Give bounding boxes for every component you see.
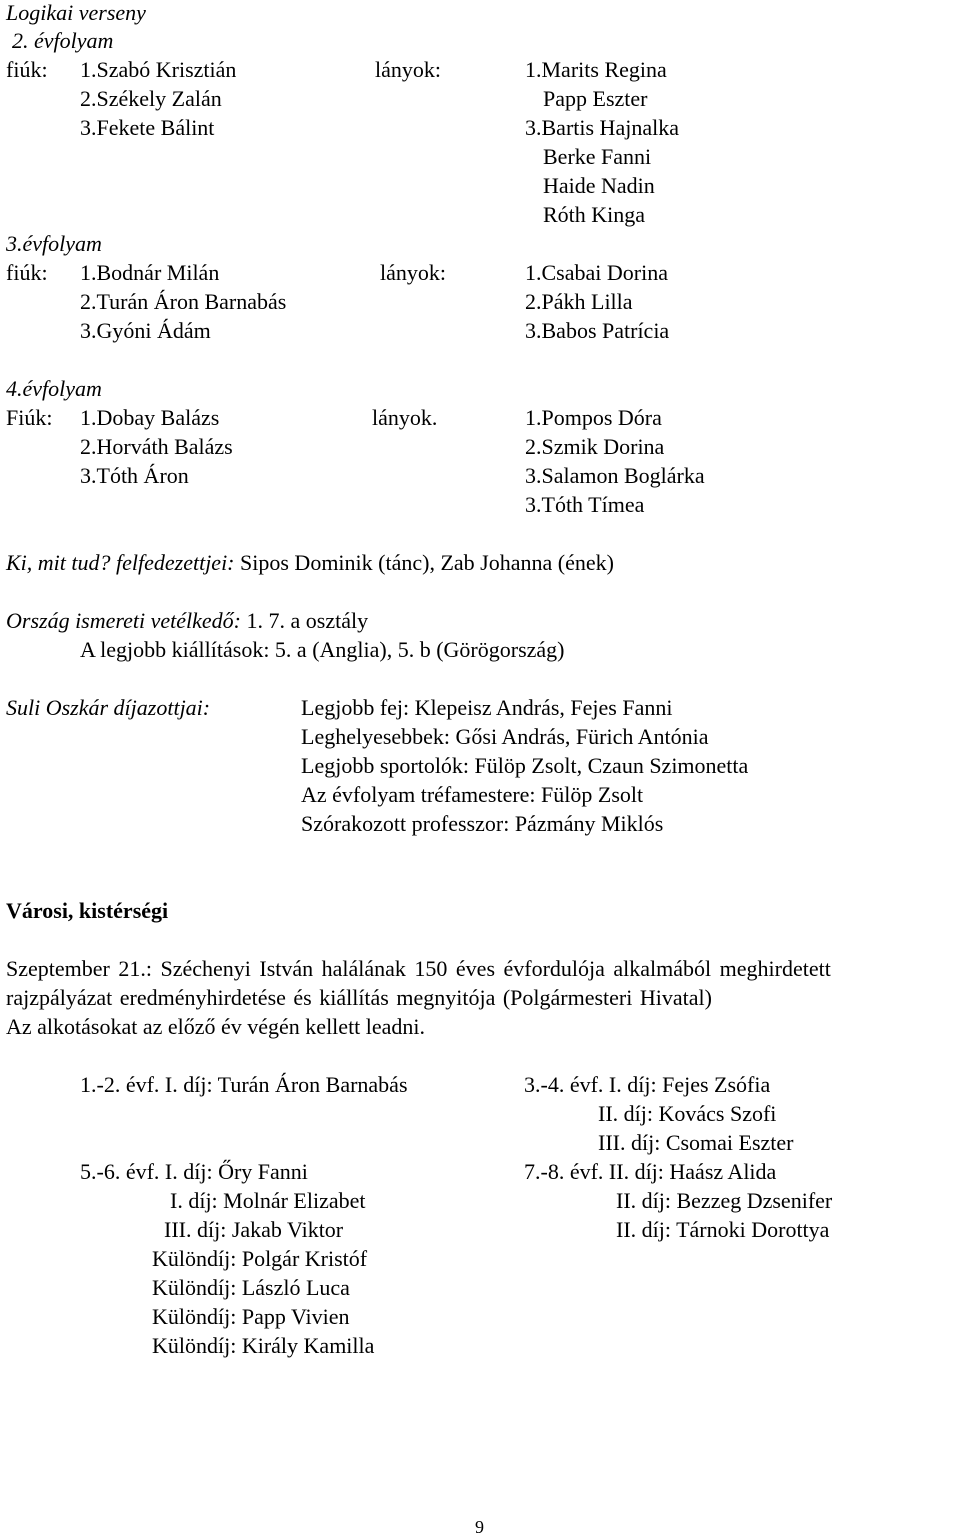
- kimittud-line: [6, 548, 614, 577]
- list-item: 3.Fekete Bálint: [80, 115, 215, 140]
- award-item: Különdíj: Papp Vivien: [152, 1304, 350, 1329]
- orszag-label: Ország ismereti vetélkedő:: [6, 608, 242, 633]
- paragraph-line: rajzpályázat eredményhirdetése és kiállítás megnyitója (Polgármesteri Hivatal): [6, 985, 712, 1010]
- list-item: 2.Horváth Balázs: [80, 434, 233, 459]
- list-item: 3.Salamon Boglárka: [525, 463, 705, 488]
- suli-oszkar-label: Suli Oszkár díjazottjai:: [6, 695, 211, 720]
- award-item: III. díj: Jakab Viktor: [164, 1217, 344, 1242]
- grade-heading-2: 2. évfolyam: [12, 28, 114, 53]
- list-item: Haide Nadin: [543, 173, 655, 198]
- list-item: 1.Pompos Dóra: [525, 405, 662, 430]
- kimittud-text: Sipos Dominik (tánc), Zab Johanna (ének): [240, 550, 614, 575]
- award-item: 1.-2. évf. I. díj: Turán Áron Barnabás: [80, 1072, 408, 1097]
- award-item: 5.-6. évf. I. díj: Őry Fanni: [80, 1159, 308, 1184]
- list-item: 2.Pákh Lilla: [525, 289, 633, 314]
- section-heading-varosi: Városi, kistérségi: [6, 898, 169, 923]
- list-item: Papp Eszter: [543, 86, 648, 111]
- boys-label: fiúk:: [6, 260, 48, 285]
- list-item: 3.Tóth Áron: [80, 463, 189, 488]
- award-item: II. díj: Tárnoki Dorottya: [616, 1217, 830, 1242]
- list-item: 3.Gyóni Ádám: [80, 318, 211, 343]
- grade-heading-4: 4.évfolyam: [6, 376, 102, 401]
- orszag-text: 1. 7. a osztály: [246, 608, 369, 633]
- list-item: 2.Turán Áron Barnabás: [80, 289, 287, 314]
- list-item: 1.Marits Regina: [525, 57, 667, 82]
- award-item: II. díj: Bezzeg Dzsenifer: [616, 1188, 833, 1213]
- boys-label: fiúk:: [6, 57, 48, 82]
- award-item: III. díj: Csomai Eszter: [598, 1130, 794, 1155]
- boys-label: Fiúk:: [6, 405, 53, 430]
- orszag-line-2: A legjobb kiállítások: 5. a (Anglia), 5. b (Görögország): [80, 637, 565, 662]
- list-item: Legjobb fej: Klepeisz András, Fejes Fanni: [301, 695, 673, 720]
- list-item: 2.Szmik Dorina: [525, 434, 665, 459]
- grade-heading-3: 3.évfolyam: [6, 231, 102, 256]
- award-item: Különdíj: László Luca: [152, 1275, 350, 1300]
- list-item: Róth Kinga: [543, 202, 646, 227]
- list-item: 1.Bodnár Milán: [80, 260, 220, 285]
- list-item: Az évfolyam tréfamestere: Fülöp Zsolt: [301, 782, 644, 807]
- page-number: 9: [475, 1517, 484, 1537]
- list-item: 3.Bartis Hajnalka: [525, 115, 679, 140]
- list-item: 3.Babos Patrícia: [525, 318, 670, 343]
- award-item: Különdíj: Polgár Kristóf: [152, 1246, 368, 1271]
- paragraph-line: Szeptember 21.: Széchenyi István halálának 150 éves évfordulója alkalmából meghirdetett: [6, 956, 831, 981]
- girls-label: lányok:: [375, 57, 441, 82]
- section-title-logikai: Logikai verseny: [6, 0, 146, 25]
- list-item: 2.Székely Zalán: [80, 86, 222, 111]
- paragraph-line: Az alkotásokat az előző év végén kellett leadni.: [6, 1014, 426, 1039]
- girls-label: lányok.: [372, 405, 438, 430]
- award-item: II. díj: Kovács Szofi: [598, 1101, 777, 1126]
- list-item: Berke Fanni: [543, 144, 652, 169]
- list-item: Legjobb sportolók: Fülöp Zsolt, Czaun Szimonetta: [301, 753, 749, 778]
- award-item: Különdíj: Király Kamilla: [152, 1333, 375, 1358]
- kimittud-label: Ki, mit tud? felfedezettjei:: [6, 550, 235, 575]
- list-item: Leghelyesebbek: Gősi András, Fürich Antónia: [301, 724, 709, 749]
- orszag-line: [6, 606, 368, 635]
- list-item: 3.Tóth Tímea: [525, 492, 645, 517]
- list-item: 1.Dobay Balázs: [80, 405, 220, 430]
- list-item: 1.Szabó Krisztián: [80, 57, 237, 82]
- list-item: Szórakozott professzor: Pázmány Miklós: [301, 811, 664, 836]
- award-item: I. díj: Molnár Elizabet: [170, 1188, 366, 1213]
- award-item: 3.-4. évf. I. díj: Fejes Zsófia: [524, 1072, 771, 1097]
- award-item: 7.-8. évf. II. díj: Haász Alida: [524, 1159, 777, 1184]
- list-item: 1.Csabai Dorina: [525, 260, 668, 285]
- girls-label: lányok:: [380, 260, 446, 285]
